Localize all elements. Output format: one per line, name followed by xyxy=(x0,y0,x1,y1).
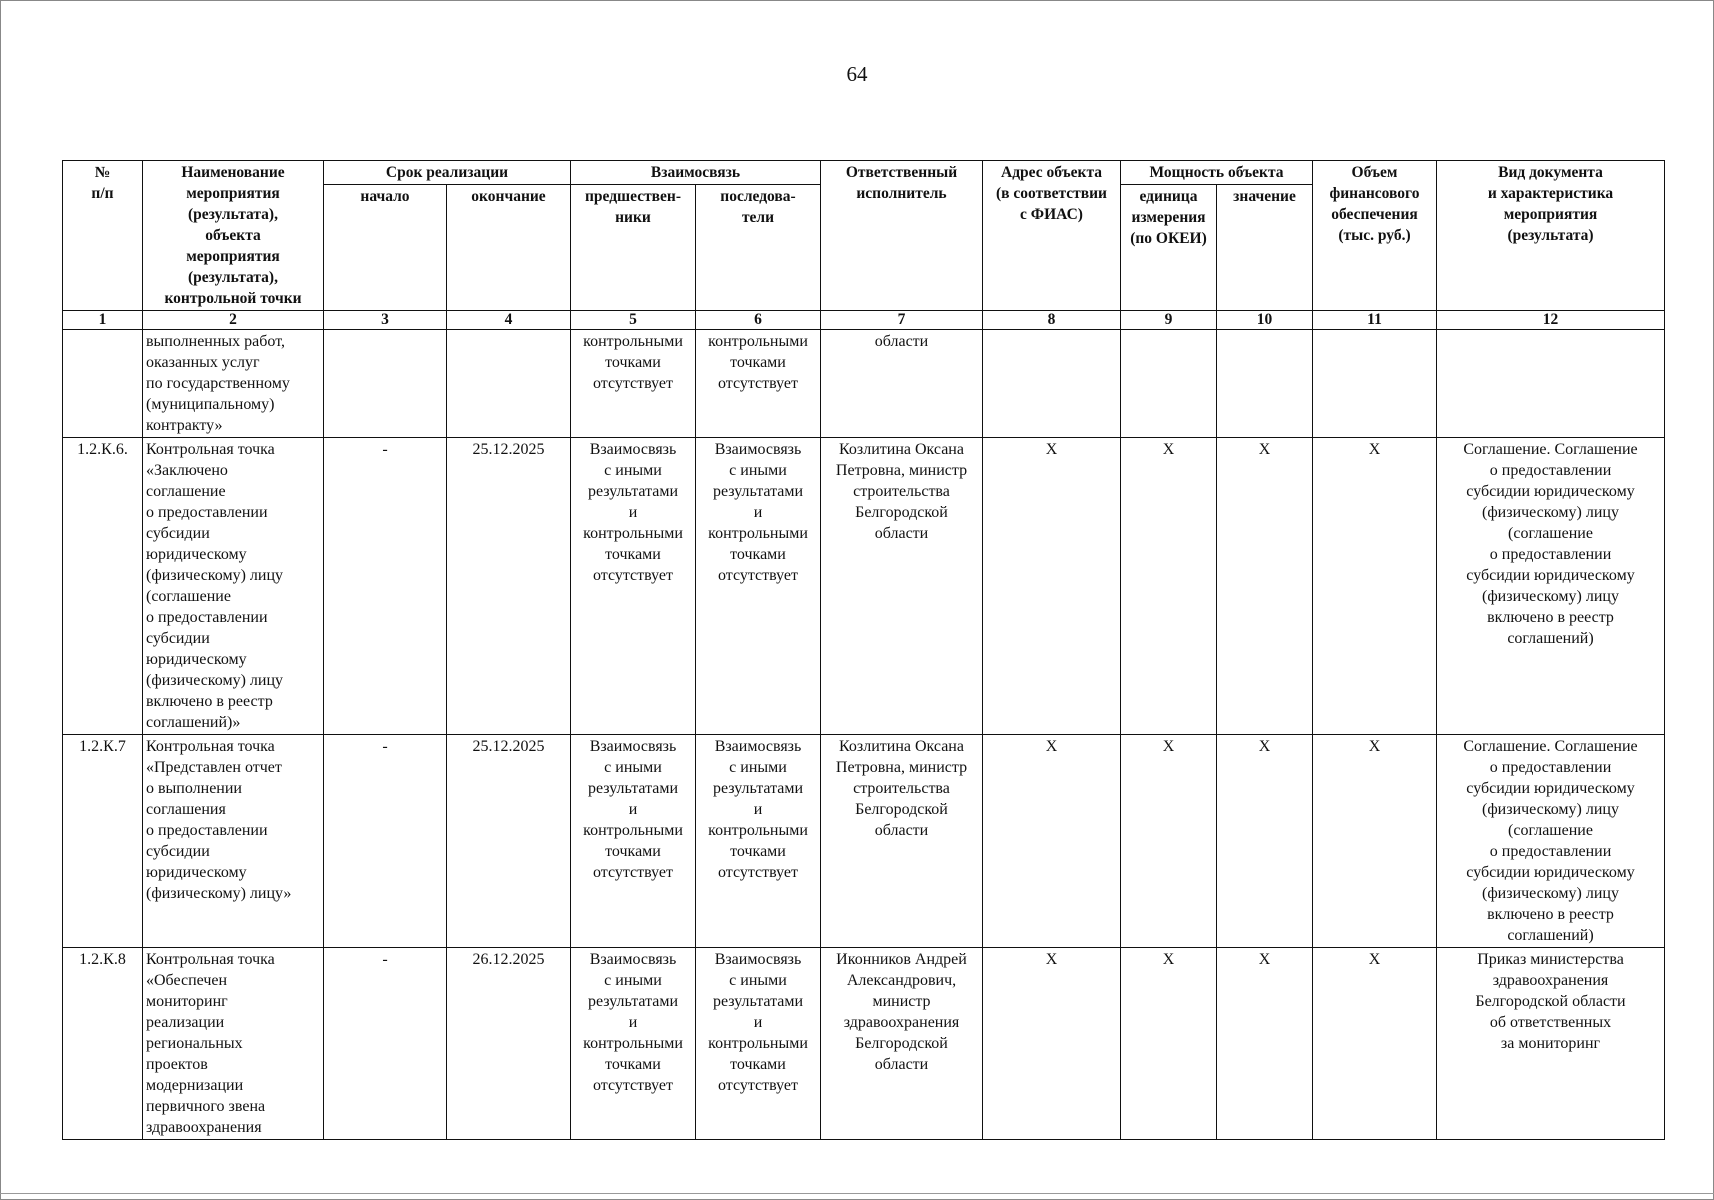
cell-address: X xyxy=(983,438,1121,735)
cell-address: X xyxy=(983,735,1121,948)
cell-responsible: Иконников Андрей Александрович, министр здравоохранения Белгородской области xyxy=(821,948,983,1140)
cell-name: Контрольная точка «Обеспечен мониторинг реализации региональных проектов модернизации первичного звена здравоохранения xyxy=(143,948,324,1140)
header-address: Адрес объекта (в соответствии с ФИАС) xyxy=(983,161,1121,311)
column-number: 7 xyxy=(821,311,983,330)
table-header xyxy=(63,161,1665,330)
cell-responsible: Козлитина Оксана Петровна, министр строительства Белгородской области xyxy=(821,735,983,948)
cell-start: - xyxy=(324,438,447,735)
header-finance: Объем финансового обеспечения (тыс. руб.) xyxy=(1313,161,1437,311)
cell-document: Соглашение. Соглашение о предоставлении субсидии юридическому (физическому) лицу (соглашение о предоставлении субсидии юридическому (физическому) лицу включено в реестр соглашений) xyxy=(1437,735,1665,948)
column-number: 4 xyxy=(447,311,571,330)
cell-finance: X xyxy=(1313,735,1437,948)
cell-end: 26.12.2025 xyxy=(447,948,571,1140)
header-unit: единица измерения (по ОКЕИ) xyxy=(1121,185,1217,311)
header-end: окончание xyxy=(447,185,571,311)
cell-unit xyxy=(1121,330,1217,438)
cell-finance xyxy=(1313,330,1437,438)
cell-document xyxy=(1437,330,1665,438)
cell-responsible: области xyxy=(821,330,983,438)
cell-predecessors: контрольными точками отсутствует xyxy=(571,330,696,438)
column-number: 3 xyxy=(324,311,447,330)
table-row xyxy=(63,735,1665,948)
column-number: 5 xyxy=(571,311,696,330)
column-number: 12 xyxy=(1437,311,1665,330)
page-number: 64 xyxy=(846,62,868,86)
header-document: Вид документа и характеристика мероприятия (результата) xyxy=(1437,161,1665,311)
header-predecessors: предшествен- ники xyxy=(571,185,696,311)
cell-finance: X xyxy=(1313,948,1437,1140)
cell-end xyxy=(447,330,571,438)
table-body xyxy=(63,330,1665,1140)
header-period-group: Срок реализации xyxy=(324,161,571,185)
cell-document: Приказ министерства здравоохранения Белгородской области об ответственных за мониторинг xyxy=(1437,948,1665,1140)
cell-value xyxy=(1217,330,1313,438)
cell-num: 1.2.К.7 xyxy=(63,735,143,948)
cell-finance: X xyxy=(1313,438,1437,735)
column-number: 8 xyxy=(983,311,1121,330)
column-number-row xyxy=(63,311,1665,330)
cell-successors: контрольными точками отсутствует xyxy=(696,330,821,438)
column-number: 10 xyxy=(1217,311,1313,330)
header-name: Наименование мероприятия (результата), объекта мероприятия (результата), контрольной точки xyxy=(143,161,324,311)
header-num: № п/п xyxy=(63,161,143,311)
column-number: 1 xyxy=(63,311,143,330)
header-value: значение xyxy=(1217,185,1313,311)
column-number: 6 xyxy=(696,311,821,330)
cell-successors: Взаимосвязь с иными результатами и контрольными точками отсутствует xyxy=(696,735,821,948)
cell-start xyxy=(324,330,447,438)
cell-end: 25.12.2025 xyxy=(447,735,571,948)
column-number: 2 xyxy=(143,311,324,330)
table-row xyxy=(63,330,1665,438)
header-successors: последова- тели xyxy=(696,185,821,311)
cell-start: - xyxy=(324,948,447,1140)
cell-address: X xyxy=(983,948,1121,1140)
cell-end: 25.12.2025 xyxy=(447,438,571,735)
header-start: начало xyxy=(324,185,447,311)
cell-predecessors: Взаимосвязь с иными результатами и контрольными точками отсутствует xyxy=(571,735,696,948)
cell-num: 1.2.К.8 xyxy=(63,948,143,1140)
table-row xyxy=(63,438,1665,735)
cell-responsible: Козлитина Оксана Петровна, министр строительства Белгородской области xyxy=(821,438,983,735)
cell-unit: X xyxy=(1121,948,1217,1140)
header-link-group: Взаимосвязь xyxy=(571,161,821,185)
column-number: 11 xyxy=(1313,311,1437,330)
header-responsible: Ответственный исполнитель xyxy=(821,161,983,311)
cell-name: выполненных работ, оказанных услуг по государственному (муниципальному) контракту» xyxy=(143,330,324,438)
cell-num: 1.2.К.6. xyxy=(63,438,143,735)
cell-name: Контрольная точка «Представлен отчет о выполнении соглашения о предоставлении субсидии юридическому (физическому) лицу» xyxy=(143,735,324,948)
header-capacity-group: Мощность объекта xyxy=(1121,161,1313,185)
cell-name: Контрольная точка «Заключено соглашение о предоставлении субсидии юридическому (физическому) лицу (соглашение о предоставлении субсидии юридическому (физическому) лицу включено в реестр соглашений)» xyxy=(143,438,324,735)
cell-value: X xyxy=(1217,948,1313,1140)
cell-document: Соглашение. Соглашение о предоставлении субсидии юридическому (физическому) лицу (соглашение о предоставлении субсидии юридическому (физическому) лицу включено в реестр соглашений) xyxy=(1437,438,1665,735)
cell-unit: X xyxy=(1121,735,1217,948)
scan-edge-line xyxy=(0,1193,1714,1194)
cell-address xyxy=(983,330,1121,438)
cell-unit: X xyxy=(1121,438,1217,735)
cell-value: X xyxy=(1217,438,1313,735)
table-row xyxy=(63,948,1665,1140)
cell-successors: Взаимосвязь с иными результатами и контрольными точками отсутствует xyxy=(696,438,821,735)
column-number: 9 xyxy=(1121,311,1217,330)
cell-num xyxy=(63,330,143,438)
cell-successors: Взаимосвязь с иными результатами и контрольными точками отсутствует xyxy=(696,948,821,1140)
plan-table xyxy=(62,160,1665,1140)
cell-start: - xyxy=(324,735,447,948)
cell-value: X xyxy=(1217,735,1313,948)
cell-predecessors: Взаимосвязь с иными результатами и контрольными точками отсутствует xyxy=(571,438,696,735)
cell-predecessors: Взаимосвязь с иными результатами и контрольными точками отсутствует xyxy=(571,948,696,1140)
